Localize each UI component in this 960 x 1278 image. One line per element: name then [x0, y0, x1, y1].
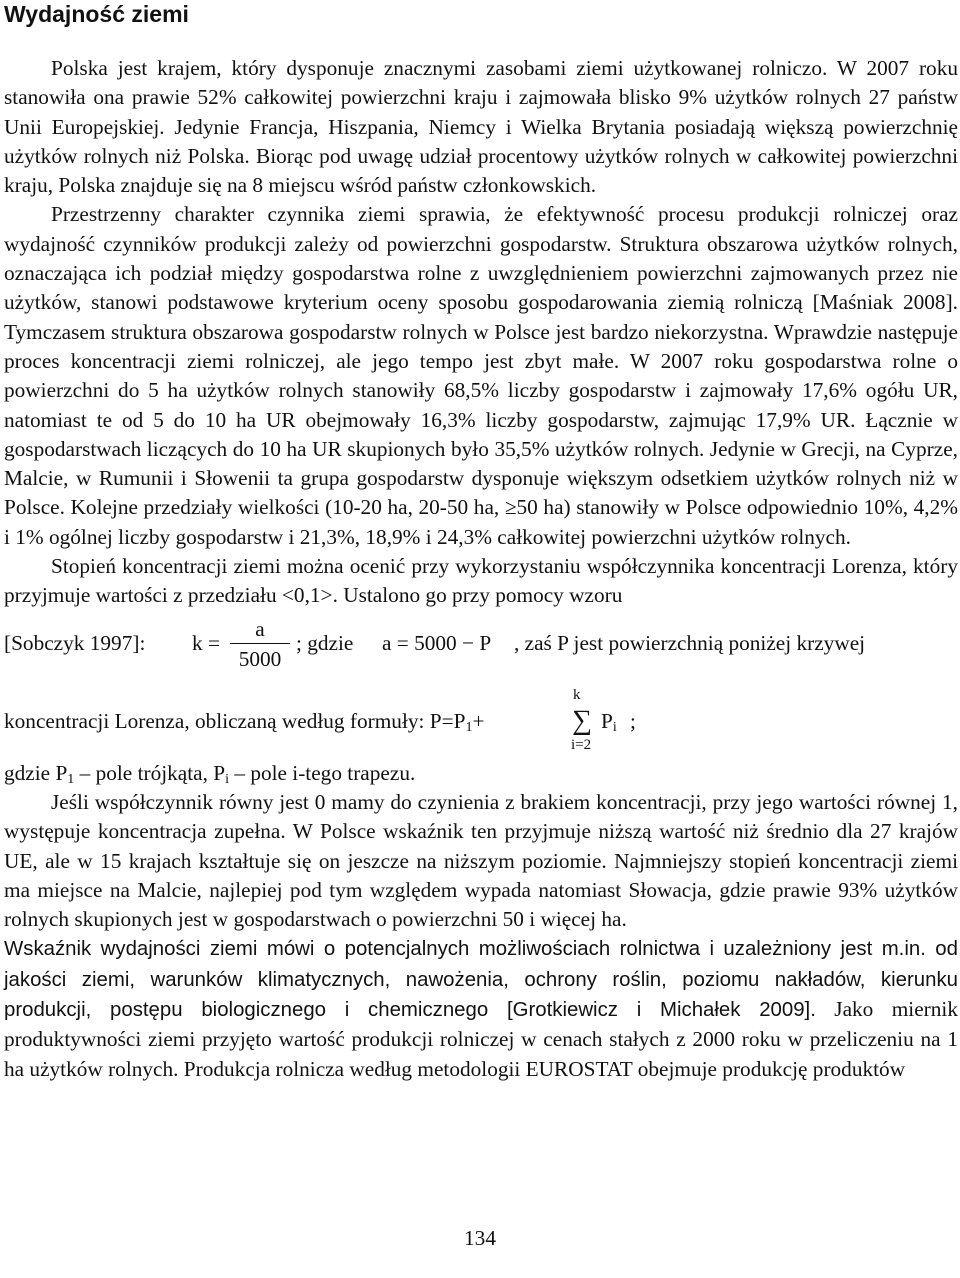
paragraph-farm-structure: Przestrzenny charakter czynnika ziemi sprawia, że efektywność procesu produkcji rolniczej oraz wydajność czynników produkcji zależy od powierzchni gospodarstw. Struktura obszarowa użytków rolnych, oznaczająca ich podział między gospodarstwa rolne z uwzględnieniem powierzchni zajmowanych przez nie użytków, stanowi podstawowe kryterium oceny sposobu gospodarowania ziemią rolniczą [Maśniak 2008]. Tymczasem struktura obszarowa gospodarstw rolnych w Polsce jest bardzo niekorzystna. Wprawdzie następuje proces koncentracji ziemi rolniczej, ale jego tempo jest zbyt małe. W 2007 roku gospodarstwa rolne o powierzchni do 5 ha użytków rolnych stanowiły 68,5% liczby gospodarstw i zajmowały 17,6% ogółu UR, natomiast te od 5 do 10 ha UR obejmowały 16,3% liczby gospodarstw, zajmując 17,9% UR. Łącznie w gospodarstwach liczących do 10 ha UR skupionych było 35,5% użytków rolnych. Jedynie w Grecji, na Cyprze, Malcie, w Rumunii i Słowenii ta grupa gospodarstw dysponuje większym odsetkiem użytków rolnych niż w Polsce. Kolejne przedziały wielkości (10-20 ha, 20-50 ha, ≥50 ha) stanowiły w Polsce odpowiednio 10%, 4,2% i 1% ogólnej liczby gospodarstw i 21,3%, 18,9% i 24,3% całkowitej powierzchni użytków rolnych. — [4, 202, 958, 549]
fraction — [230, 617, 290, 672]
sum-lower-limit: i=2 — [571, 736, 592, 753]
paragraph-land-resources: Polska jest krajem, który dysponuje znacznymi zasobami ziemi użytkowanej rolniczo. W 2007 roku stanowiła ona prawie 52% całkowitej powierzchni kraju i zajmowała blisko 9% użytków rolnych 27 państw Unii Europejskiej. Jedynie Francja, Hiszpania, Niemcy i Wielka Brytania posiadają większą powierzchnię użytków rolnych niż Polska. Biorąc pod uwagę udział procentowy użytków rolnych w całkowitej powierzchni kraju, Polska znajduje się na 8 miejscu wśród państw członkowskich. — [4, 56, 958, 198]
sum-upper-limit: k — [573, 686, 581, 703]
section-heading: Wydajność ziemi — [4, 1, 189, 27]
paragraph-land-productivity — [4, 934, 958, 1083]
sum-semicolon: ; — [630, 708, 636, 733]
formula-a-equals: a = 5000 − P — [382, 630, 492, 655]
sum-line-text: koncentracji Lorenza, obliczaną według formuły: $P=P_1+$ — [4, 708, 485, 735]
sigma-symbol: ∑ — [572, 704, 592, 736]
formula-legend: gdzie $P_1$ – pole trójkąta, $P_i$ – pole i-tego trapezu. — [4, 760, 416, 787]
fraction-numerator: a — [255, 616, 265, 641]
formula-gdzie: ; gdzie — [296, 630, 354, 655]
citation: [Sobczyk 1997]: — [4, 630, 146, 655]
formula-sum-line — [4, 687, 958, 759]
formula-lorenz-k — [4, 617, 958, 687]
formula-rest: , zaś P jest powierzchnią poniżej krzywej — [514, 630, 866, 655]
fraction-denominator: 5000 — [238, 647, 282, 672]
sum-term: $P_i$ — [601, 708, 617, 735]
formula-k-equals: k = — [192, 630, 220, 655]
sans-text-segment: Wskaźnik wydajności ziemi mówi o potencjalnych możliwościach rolnictwa i uzależniony jest m.in. od jakości ziemi, warunków klimatycznych, nawożenia, ochrony roślin, poziomu nakładów, kierunku produkcji, postępu biologicznego i chemicznego [Grotkiewicz i Michałek 2009]. — [4, 938, 958, 1022]
serif-text-segment: Jako miernik produktywności ziemi przyjęto wartość produkcji rolniczej w cenach stałych z 2000 roku w przeliczeniu na 1 ha użytków rolnych. Produkcja rolnicza według metodologii EUROSTAT obejmuje produkcję produktów — [4, 997, 958, 1081]
paragraph-lorenz-intro: Stopień koncentracji ziemi można ocenić przy wykorzystaniu współczynnika koncentracji Lorenza, który przyjmuje wartości z przedziału <0,1>. Ustalono go przy pomocy wzoru — [4, 554, 958, 608]
paragraph-concentration-eu: Jeśli współczynnik równy jest 0 mamy do czynienia z brakiem koncentracji, przy jego wartości równej 1, występuje koncentracja zupełna. W Polsce wskaźnik ten przyjmuje niższą wartość niż średnio dla 27 krajów UE, ale w 15 krajach kształtuje się on jeszcze na niższym poziomie. Najmniejszy stopień koncentracji ziemi ma miejsce na Malcie, najlepiej pod tym względem wypada natomiast Słowacja, gdzie prawie 93% użytków rolnych skupionych jest w gospodarstwach o powierzchni 50 i więcej ha. — [4, 789, 958, 932]
page-number: 134 — [464, 1226, 496, 1250]
fraction-bar — [230, 643, 290, 644]
document-page — [4, 0, 958, 1084]
